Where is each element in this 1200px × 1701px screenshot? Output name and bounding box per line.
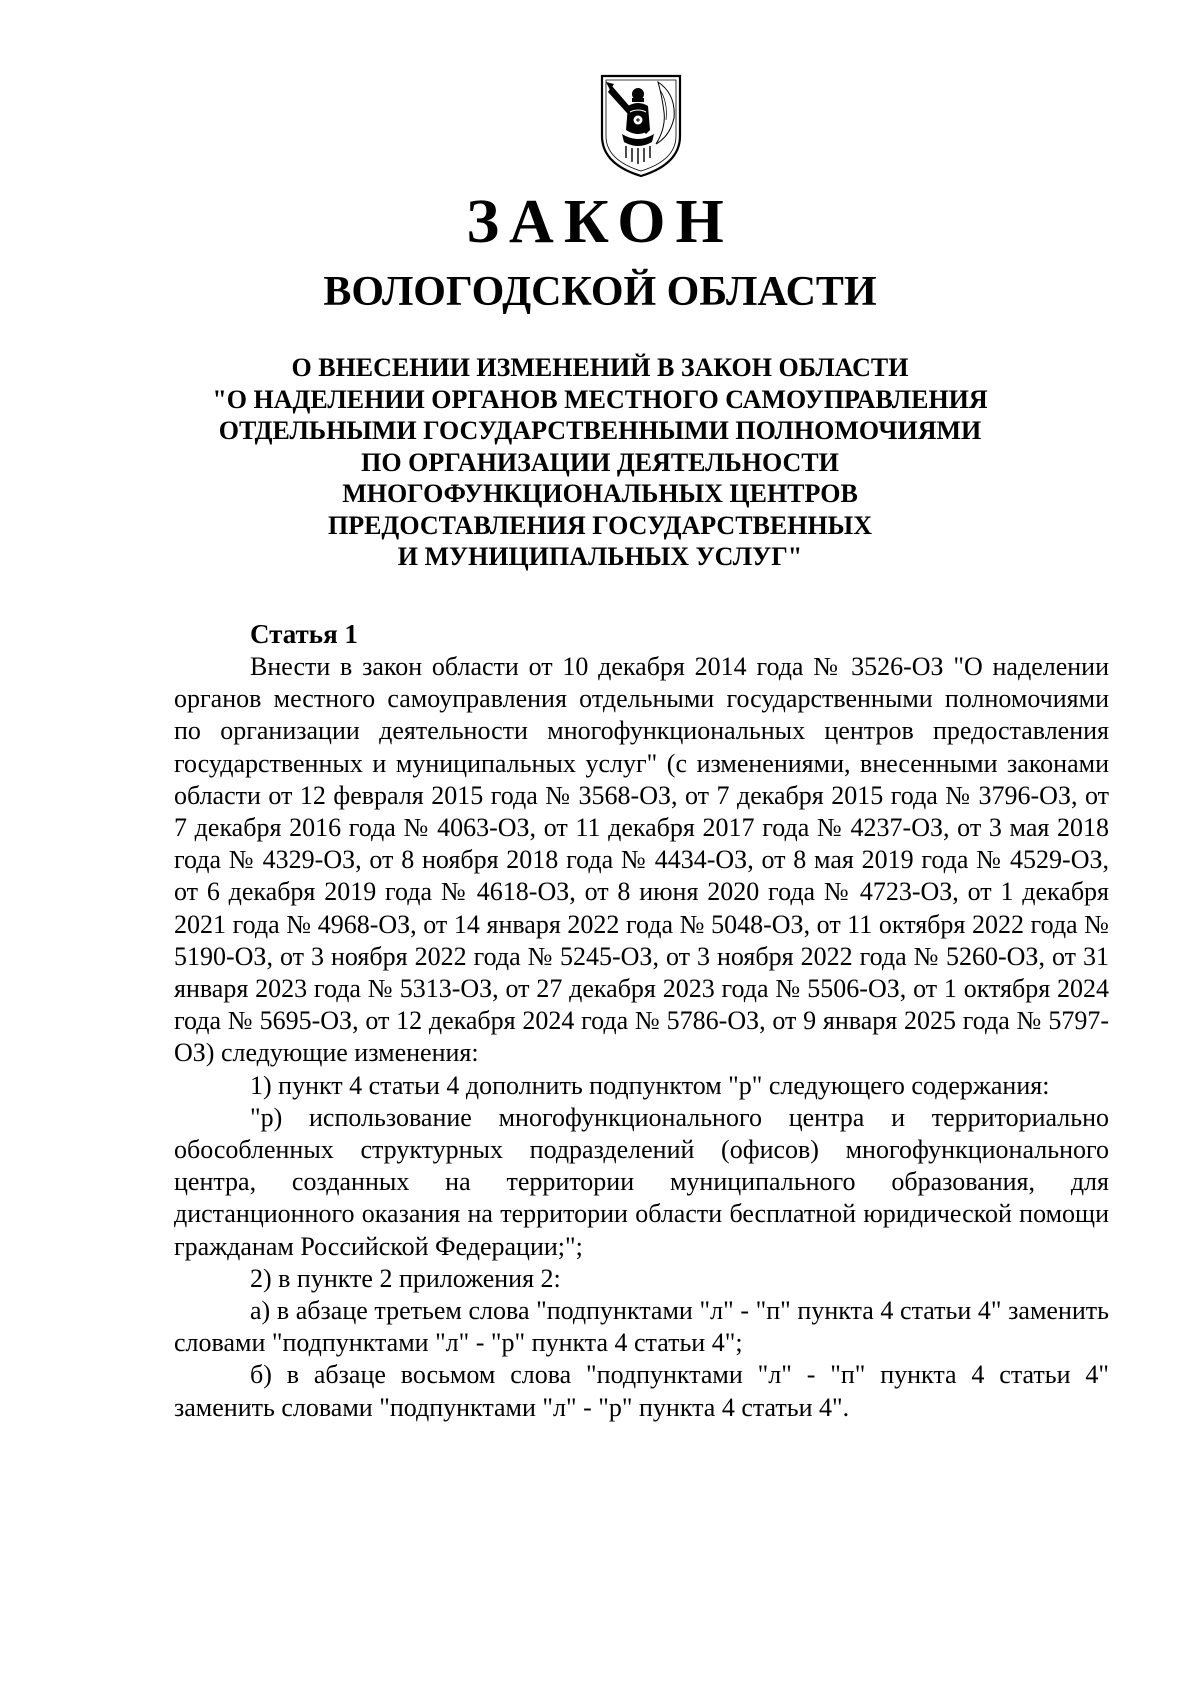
article-paragraph: б) в абзаце восьмом слова "подпунктами "л" - "п" пункта 4 статьи 4" заменить словами "подпунктами "л" - "р" пункта 4 статьи 4". xyxy=(174,1360,1109,1422)
article-title: Статья 1 xyxy=(250,619,358,649)
article-paragraph: 1) пункт 4 статьи 4 дополнить подпунктом "р" следующего содержания: xyxy=(250,1070,1050,1100)
heading-line: МНОГОФУНКЦИОНАЛЬНЫХ ЦЕНТРОВ xyxy=(342,479,858,508)
article-paragraph: Внести в закон области от 10 декабря 2014 года № 3526-ОЗ "О наделении органов местного самоуправления отдельными государственными полномочиями по организации деятельности многофункциональных центров предоставления государственных и муниципальных услуг" (с изменениями, внесенными законами области от 12 февраля 2015 года № 3568-ОЗ, от 7 декабря 2015 года № 3796-ОЗ, от 7 декабря 2016 года № 4063-ОЗ, от 11 декабря 2017 года № 4237-ОЗ, от 3 мая 2018 года № 4329-ОЗ, от 8 ноября 2018 года № 4434-ОЗ, от 8 мая 2019 года № 4529-ОЗ, от 6 декабря 2019 года № 4618-ОЗ, от 8 июня 2020 года № 4723-ОЗ, от 1 декабря 2021 года № 4968-ОЗ, от 14 января 2022 года № 5048-ОЗ, от 11 октября 2022 года № 5190-ОЗ, от 3 ноября 2022 года № 5245-ОЗ, от 3 ноября 2022 года № 5260-ОЗ, от 31 января 2023 года № 5313-ОЗ, от 27 декабря 2023 года № 5506-ОЗ, от 1 октября 2024 года № 5695-ОЗ, от 12 декабря 2024 года № 5786-ОЗ, от 9 января 2025 года № 5797-ОЗ) следующие изменения: xyxy=(174,652,1109,1068)
article-paragraph: а) в абзаце третьем слова "подпунктами "л" - "п" пункта 4 статьи 4" заменить словами "подпунктами "л" - "р" пункта 4 статьи 4"; xyxy=(174,1296,1109,1358)
document-title-region: ВОЛОГОДСКОЙ ОБЛАСТИ xyxy=(323,269,877,315)
heading-line: И МУНИЦИПАЛЬНЫХ УСЛУГ" xyxy=(397,542,803,571)
law-heading xyxy=(150,352,1050,573)
article-body xyxy=(174,651,1109,1424)
article-paragraph: "р) использование многофункционального центра и территориально обособленных структурных подразделений (офисов) многофункционального центра, созданных на территории муниципального образования, для дистанционного оказания на территории области бесплатной юридической помощи гражданам Российской Федерации;"; xyxy=(174,1102,1109,1261)
heading-line: ПО ОРГАНИЗАЦИИ ДЕЯТЕЛЬНОСТИ xyxy=(361,447,839,477)
article-paragraph: 2) в пункте 2 приложения 2: xyxy=(250,1263,561,1293)
document-title-law: ЗАКОН xyxy=(466,188,734,256)
heading-line: ПРЕДОСТАВЛЕНИЯ ГОСУДАРСТВЕННЫХ xyxy=(327,510,872,540)
heading-line: "О НАДЕЛЕНИИ ОРГАНОВ МЕСТНОГО САМОУПРАВЛЕНИЯ xyxy=(212,384,988,414)
heading-line: О ВНЕСЕНИИ ИЗМЕНЕНИЙ В ЗАКОН ОБЛАСТИ xyxy=(291,353,909,382)
vologda-coat-of-arms-icon xyxy=(596,72,686,180)
heading-line: ОТДЕЛЬНЫМИ ГОСУДАРСТВЕННЫМИ ПОЛНОМОЧИЯМИ xyxy=(218,416,982,445)
